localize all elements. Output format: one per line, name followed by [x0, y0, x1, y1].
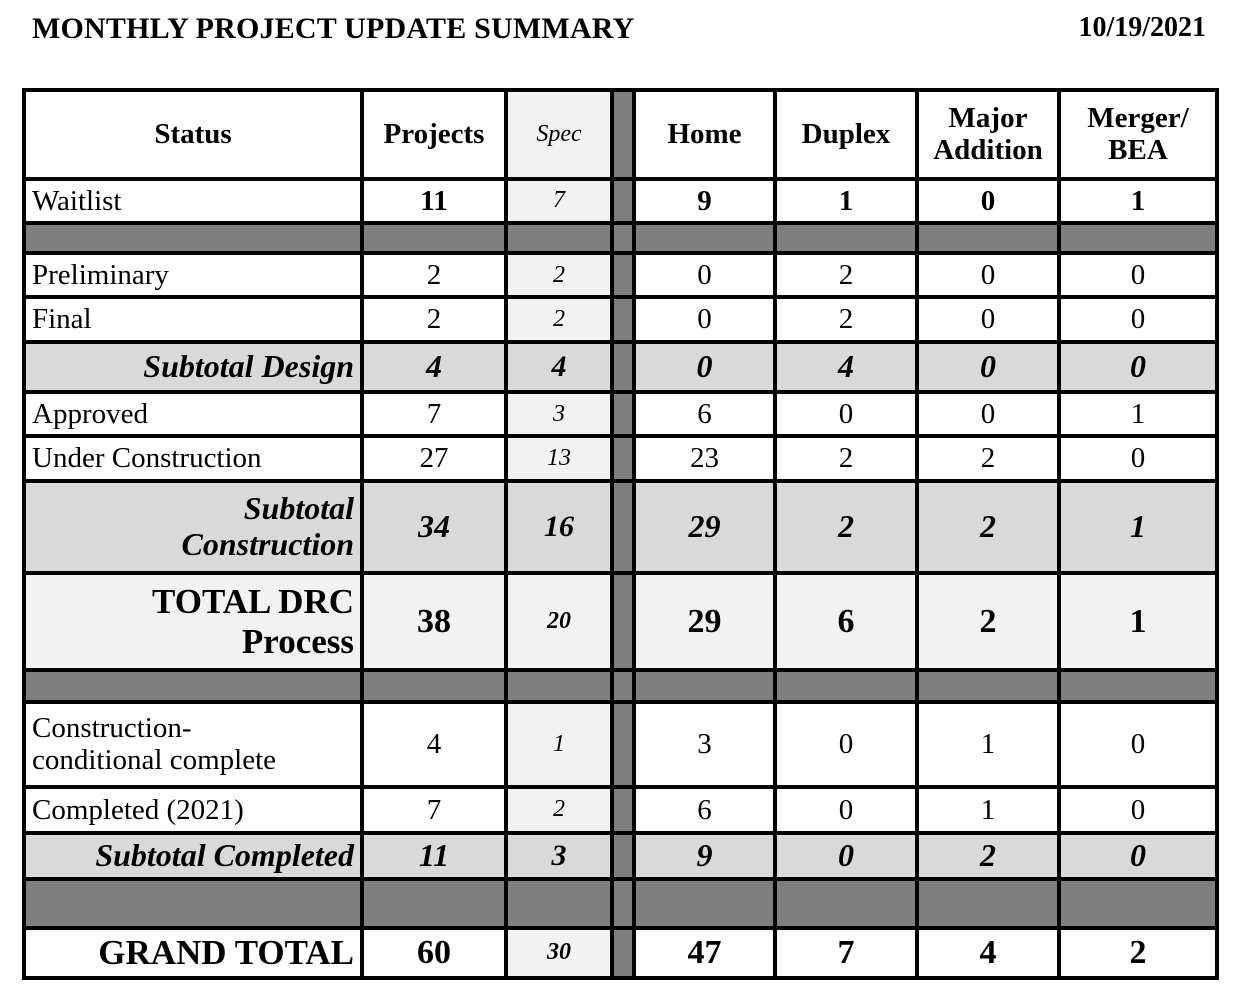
column-divider	[612, 253, 634, 297]
table-row-subtotal-completed	[24, 833, 1217, 879]
cell-spec: 16	[506, 481, 612, 574]
row-label: Approved	[24, 392, 362, 436]
table-row-conditional-complete	[24, 702, 1217, 787]
header-duplex: Duplex	[775, 90, 917, 179]
row-label	[24, 481, 362, 574]
cell-duplex: 1	[775, 179, 917, 223]
row-label-line1: Subtotal	[243, 490, 354, 527]
table-row-under-construction	[24, 436, 1217, 480]
row-label: GRAND TOTAL	[24, 928, 362, 978]
cell-spec: 1	[506, 702, 612, 787]
cell-spec: 3	[506, 833, 612, 879]
table-row-subtotal-design	[24, 342, 1217, 392]
cell-merger-bea: 2	[1059, 928, 1217, 978]
row-label: Waitlist	[24, 179, 362, 223]
row-label: Final	[24, 297, 362, 341]
row-label	[24, 702, 362, 787]
cell-merger-bea: 1	[1059, 481, 1217, 574]
table-row-final	[24, 297, 1217, 341]
cell-spec: 2	[506, 253, 612, 297]
cell-projects: 38	[362, 573, 506, 670]
cell-major-addition: 2	[917, 481, 1059, 574]
cell-duplex: 2	[775, 253, 917, 297]
cell-major-addition: 0	[917, 297, 1059, 341]
cell-merger-bea: 0	[1059, 702, 1217, 787]
row-label: Under Construction	[24, 436, 362, 480]
cell-home: 6	[634, 392, 775, 436]
column-divider	[612, 436, 634, 480]
row-label-line2: Process	[241, 621, 354, 661]
summary-table	[22, 88, 1219, 980]
column-divider	[612, 90, 634, 179]
cell-projects: 60	[362, 928, 506, 978]
header-major-line1: Major	[948, 101, 1028, 134]
column-divider	[612, 179, 634, 223]
cell-duplex: 0	[775, 787, 917, 833]
cell-home: 0	[634, 253, 775, 297]
cell-home: 9	[634, 833, 775, 879]
header-major-addition	[917, 90, 1059, 179]
column-divider	[612, 702, 634, 787]
header-merger-bea	[1059, 90, 1217, 179]
cell-home: 29	[634, 573, 775, 670]
cell-spec: 13	[506, 436, 612, 480]
row-label-line1: TOTAL DRC	[152, 582, 354, 622]
cell-merger-bea: 1	[1059, 392, 1217, 436]
cell-home: 29	[634, 481, 775, 574]
cell-home: 0	[634, 342, 775, 392]
cell-home: 23	[634, 436, 775, 480]
cell-major-addition: 2	[917, 833, 1059, 879]
cell-merger-bea: 1	[1059, 179, 1217, 223]
cell-projects: 34	[362, 481, 506, 574]
cell-duplex: 0	[775, 833, 917, 879]
cell-major-addition: 4	[917, 928, 1059, 978]
table-row-preliminary	[24, 253, 1217, 297]
column-divider	[612, 787, 634, 833]
cell-major-addition: 0	[917, 392, 1059, 436]
cell-projects: 11	[362, 179, 506, 223]
cell-projects: 4	[362, 342, 506, 392]
row-label: Subtotal Design	[24, 342, 362, 392]
header-row	[24, 90, 1217, 179]
row-label	[24, 573, 362, 670]
cell-major-addition: 2	[917, 573, 1059, 670]
report-date: 10/19/2021	[1078, 12, 1206, 43]
cell-home: 47	[634, 928, 775, 978]
cell-spec: 7	[506, 179, 612, 223]
cell-projects: 2	[362, 253, 506, 297]
cell-projects: 11	[362, 833, 506, 879]
table-row-total-drc	[24, 573, 1217, 670]
column-divider	[612, 481, 634, 574]
header-status: Status	[24, 90, 362, 179]
cell-merger-bea: 0	[1059, 833, 1217, 879]
cell-major-addition: 0	[917, 179, 1059, 223]
header-major-line2: Addition	[933, 134, 1043, 167]
header-projects: Projects	[362, 90, 506, 179]
cell-duplex: 7	[775, 928, 917, 978]
cell-major-addition: 2	[917, 436, 1059, 480]
cell-duplex: 0	[775, 702, 917, 787]
page-title: MONTHLY PROJECT UPDATE SUMMARY	[32, 12, 635, 45]
cell-projects: 4	[362, 702, 506, 787]
row-label-line1: Construction-	[32, 711, 192, 744]
cell-projects: 2	[362, 297, 506, 341]
row-label: Completed (2021)	[24, 787, 362, 833]
cell-merger-bea: 1	[1059, 573, 1217, 670]
column-divider	[612, 392, 634, 436]
cell-duplex: 2	[775, 436, 917, 480]
separator-row	[24, 879, 1217, 927]
column-divider	[612, 297, 634, 341]
column-divider	[612, 928, 634, 978]
row-label-line2: Construction	[181, 525, 354, 562]
cell-duplex: 0	[775, 392, 917, 436]
cell-merger-bea: 0	[1059, 787, 1217, 833]
row-label-line2: conditional complete	[32, 744, 277, 777]
cell-merger-bea: 0	[1059, 297, 1217, 341]
cell-merger-bea: 0	[1059, 436, 1217, 480]
cell-major-addition: 1	[917, 787, 1059, 833]
cell-projects: 7	[362, 392, 506, 436]
column-divider	[612, 342, 634, 392]
cell-merger-bea: 0	[1059, 253, 1217, 297]
column-divider	[612, 573, 634, 670]
cell-spec: 4	[506, 342, 612, 392]
cell-major-addition: 0	[917, 253, 1059, 297]
row-label: Subtotal Completed	[24, 833, 362, 879]
row-label: Preliminary	[24, 253, 362, 297]
cell-duplex: 2	[775, 481, 917, 574]
header-home: Home	[634, 90, 775, 179]
cell-spec: 2	[506, 787, 612, 833]
table-row-grand-total	[24, 928, 1217, 978]
header-merger-line1: Merger/	[1087, 101, 1189, 134]
cell-duplex: 6	[775, 573, 917, 670]
separator-row	[24, 223, 1217, 253]
cell-duplex: 4	[775, 342, 917, 392]
table-row-completed-2021	[24, 787, 1217, 833]
cell-spec: 30	[506, 928, 612, 978]
cell-home: 9	[634, 179, 775, 223]
cell-merger-bea: 0	[1059, 342, 1217, 392]
cell-spec: 20	[506, 573, 612, 670]
table-row-subtotal-construction	[24, 481, 1217, 574]
header-merger-line2: BEA	[1108, 134, 1168, 167]
cell-major-addition: 0	[917, 342, 1059, 392]
cell-projects: 27	[362, 436, 506, 480]
column-divider	[612, 833, 634, 879]
cell-home: 3	[634, 702, 775, 787]
table-row-approved	[24, 392, 1217, 436]
separator-row	[24, 670, 1217, 702]
header-spec: Spec	[506, 90, 612, 179]
table-row-waitlist	[24, 179, 1217, 223]
cell-spec: 2	[506, 297, 612, 341]
cell-projects: 7	[362, 787, 506, 833]
cell-major-addition: 1	[917, 702, 1059, 787]
cell-home: 6	[634, 787, 775, 833]
cell-home: 0	[634, 297, 775, 341]
cell-duplex: 2	[775, 297, 917, 341]
cell-spec: 3	[506, 392, 612, 436]
